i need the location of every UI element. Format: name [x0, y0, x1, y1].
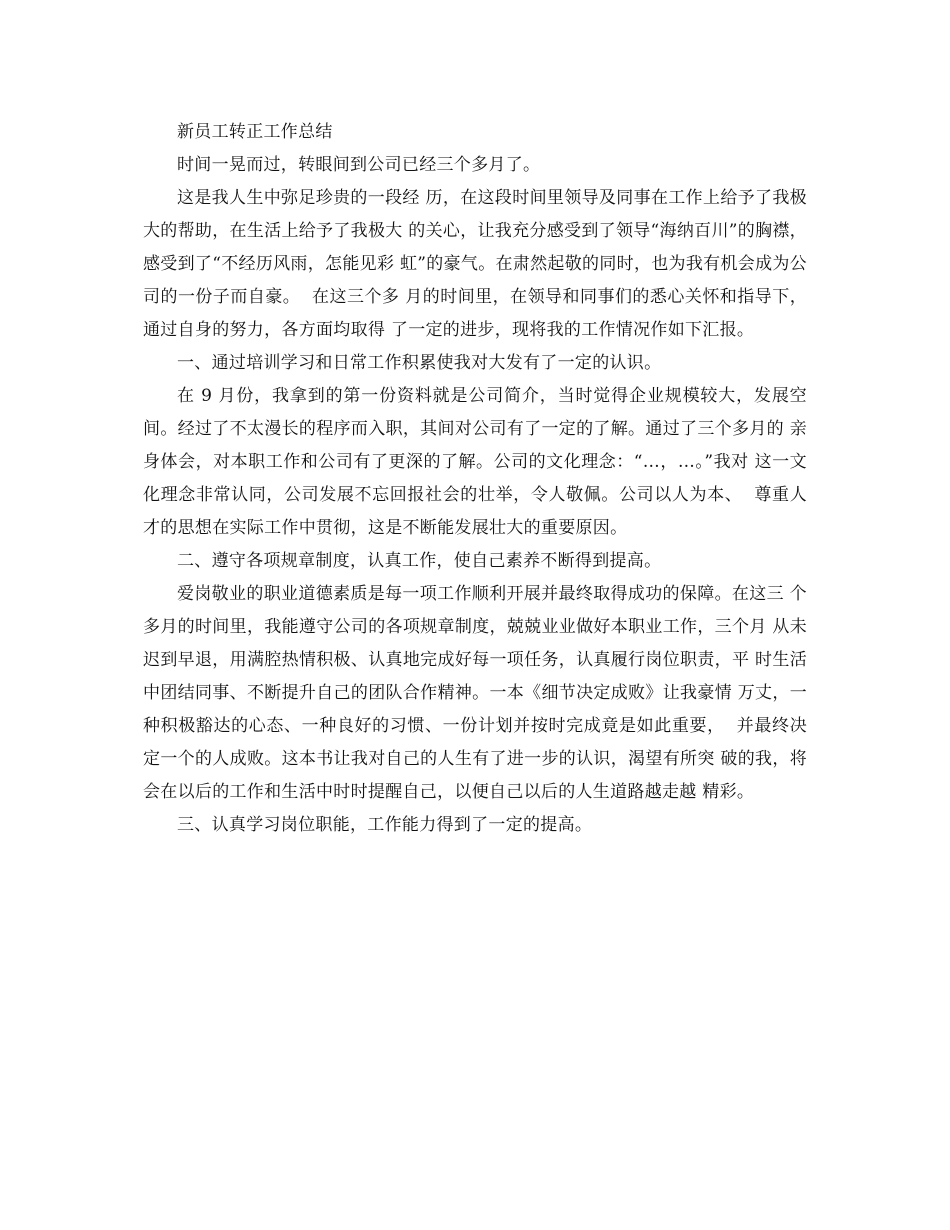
section-heading-2: 二、遵守各项规章制度，认真工作，使自己素养不断得到提高。: [177, 551, 662, 571]
section-heading-3: 三、认真学习岗位职能，工作能力得到了一定的提高。: [177, 815, 593, 835]
section-heading-1: 一、通过培训学习和日常工作积累使我对大发有了一定的认识。: [177, 353, 662, 373]
document-page: [143, 116, 813, 842]
paragraph-company-understanding: 在 9 月份，我拿到的第一份资料就是公司简介，当时觉得企业规模较大，发展空 间。经过了不太漫长的程序而入职，其间对公司有了一定的了解。通过了三个多月的 亲身体会，对本职工作和公司有了更深的了解。公司的文化理念：“…，…。”我对 这一文化理念非常认同，公司发展不忘回报社会的壮举，令人敬佩。公司以人为本、 尊重人才的思想在实际工作中贯彻，这是不断能发展壮大的重要原因。: [143, 386, 813, 538]
paragraph-intro: 时间一晃而过，转眼间到公司已经三个多月了。: [177, 155, 541, 175]
document-title: 新员工转正工作总结: [177, 122, 333, 142]
paragraph-gratitude: 这是我人生中弥足珍贵的一段经 历，在这段时间里领导及同事在工作上给予了我极大的帮助，在生活上给予了我极大 的关心，让我充分感受到了领导“海纳百川”的胸襟，感受到了“不经历风雨，怎能见彩 虹”的豪气。在肃然起敬的同时，也为我有机会成为公司的一份子而自豪。 在这三个多 月的时间里，在领导和同事们的悉心关怀和指导下，通过自身的努力，各方面均取得 了一定的进步，现将我的工作情况作如下汇报。: [143, 188, 807, 340]
paragraph-discipline: 爱岗敬业的职业道德素质是每一项工作顺利开展并最终取得成功的保障。在这三 个多月的时间里，我能遵守公司的各项规章制度，兢兢业业做好本职业工作，三个月 从未迟到早退，用满腔热情积极、认真地完成好每一项任务，认真履行岗位职责，平 时生活中团结同事、不断提升自己的团队合作精神。一本《细节决定成败》让我豪情 万丈，一种积极豁达的心态、一种良好的习惯、一份计划并按时完成竟是如此重要， 并最终决定一个的人成败。这本书让我对自己的人生有了进一步的认识，渴望有所突 破的我，将会在以后的工作和生活中时时提醒自己，以便自己以后的人生道路越走越 精彩。: [143, 584, 807, 802]
